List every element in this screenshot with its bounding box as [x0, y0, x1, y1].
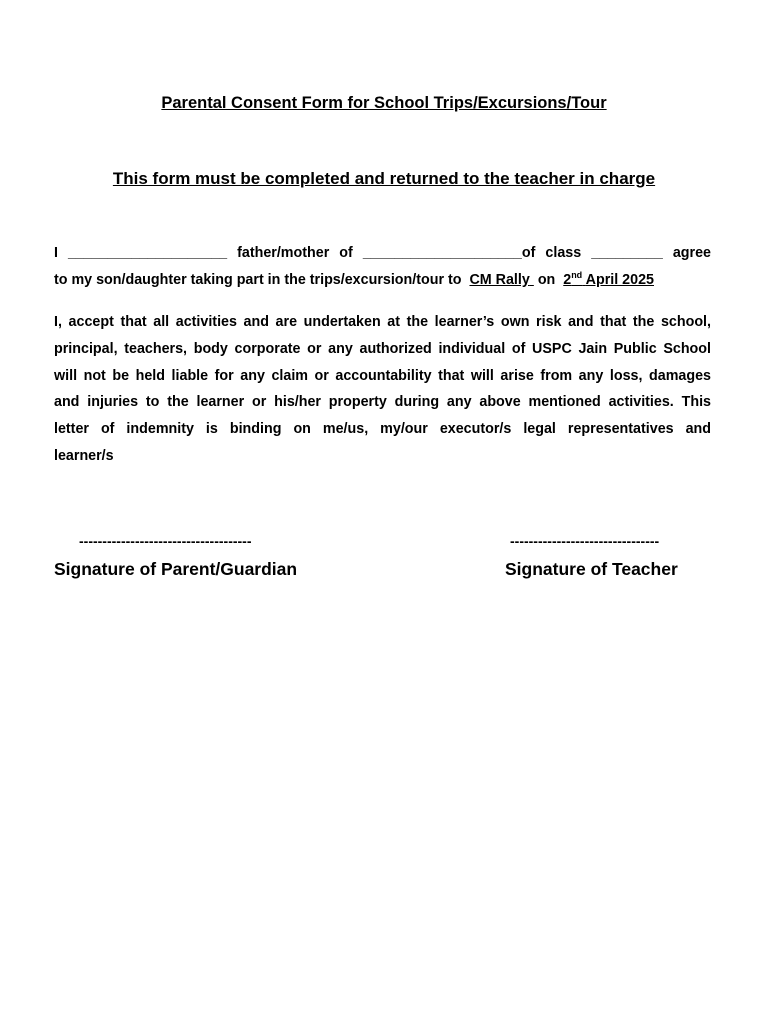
teacher-signature-label: Signature of Teacher	[505, 559, 678, 579]
date-suffix: nd	[571, 270, 583, 281]
consent-line-1	[54, 240, 711, 267]
pronoun-i: I	[54, 245, 58, 261]
form-instruction: This form must be completed and returned to the teacher in charge	[112, 169, 656, 188]
teacher-signature-line: --------------------------------	[510, 533, 660, 549]
form-title: Parental Consent Form for School Trips/Excursions/Tour	[161, 94, 607, 112]
indemnity-line: and injuries to the learner or his/her property during any above mentioned activities. This	[54, 394, 711, 411]
indemnity-line: principal, teachers, body corporate or any authorized individual of USPC Jain Public School	[54, 340, 711, 357]
trip-date: 2nd April 2025	[563, 270, 654, 288]
indemnity-line: letter of indemnity is binding on me/us, my/our executor/s legal representatives and	[54, 421, 711, 438]
destination-text: CM Rally	[469, 271, 530, 288]
parent-name-blank: ____________________	[68, 245, 228, 261]
child-name-blank: ____________________of class	[362, 245, 582, 261]
class-blank: _________	[591, 245, 663, 261]
indemnity-paragraph	[54, 309, 711, 470]
agree-label: agree	[672, 245, 711, 261]
father-mother-label: father/mother of	[237, 245, 353, 261]
consent-lead-text: to my son/daughter taking part in the trips/excursion/tour to	[54, 271, 462, 288]
indemnity-last-line: learner/s	[54, 447, 114, 464]
parent-signature-label: Signature of Parent/Guardian	[54, 559, 298, 579]
on-label: on	[537, 271, 556, 288]
consent-line-2	[54, 267, 711, 294]
consent-paragraph	[54, 240, 711, 294]
parent-signature-line: -------------------------------------	[79, 533, 252, 549]
indemnity-line: will not be held liable for any claim or accountability that will arise from any loss, damages	[54, 367, 711, 384]
indemnity-line: I, accept that all activities and are undertaken at the learner’s own risk and that the school,	[54, 314, 711, 330]
